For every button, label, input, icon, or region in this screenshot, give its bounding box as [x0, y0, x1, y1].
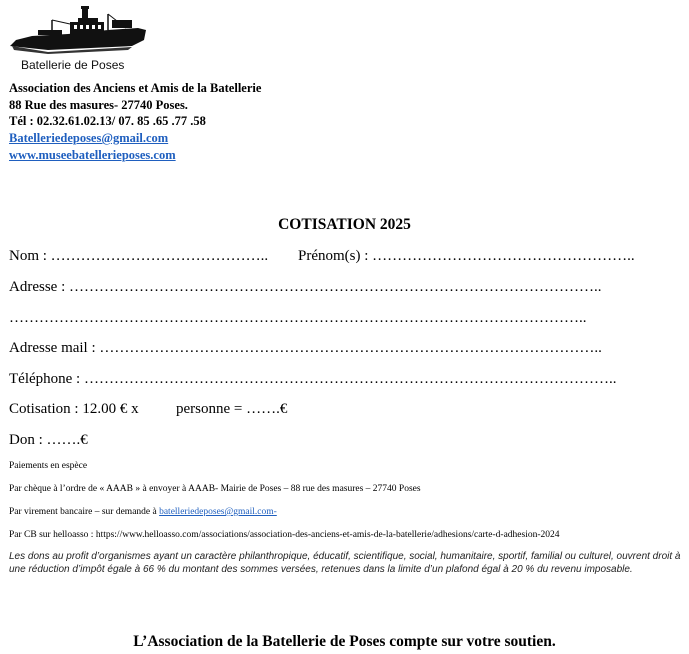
payment-virement-email-link[interactable]: batelleriedeposes@gmail.com-: [159, 507, 277, 517]
payment-cb: Par CB sur helloasso : https://www.helloasso.com/associations/association-des-anciens-et-amis-de-la-batellerie/adhesions/carte-d-adhesion-2024: [9, 530, 560, 540]
association-name: Association des Anciens et Amis de la Batellerie: [9, 81, 262, 95]
support-footer: L’Association de la Batellerie de Poses compte sur votre soutien.: [133, 633, 556, 650]
association-website-link[interactable]: www.museebatellerieposes.com: [9, 148, 176, 162]
payment-virement: [9, 507, 277, 517]
payment-cheque: Par chèque à l’ordre de « AAAB » à envoyer à AAAB- Mairie de Poses – 88 rue des masures – 27740 Poses: [9, 484, 421, 494]
cotisation-label: Cotisation : 12.00 € x: [9, 401, 139, 417]
adresse-continuation-field[interactable]: ……………………………………………………………………………………………………..: [9, 310, 587, 326]
personne-field[interactable]: personne = …….€: [176, 401, 288, 417]
nom-field[interactable]: Nom : ……………………………………..: [9, 248, 269, 264]
association-address: 88 Rue des masures- 27740 Poses.: [9, 98, 188, 112]
tax-deduction-note: Les dons au profit d’organismes ayant un caractère philanthropique, éducatif, scientifique, social, humanitaire, sportif, familial ou culturel, ouvrent droit à une réduction d’impôt égale à 66 % du montant des sommes versées, retenues dans la limite d’un plafond égal à 20 % du revenu imposable.: [9, 551, 681, 575]
don-field[interactable]: Don : …….€: [9, 432, 88, 448]
association-phone: Tél : 02.32.61.02.13/ 07. 85 .65 .77 .58: [9, 114, 206, 128]
adresse-mail-field[interactable]: Adresse mail : ………………………………………………………………………………………..: [9, 340, 602, 356]
adresse-field[interactable]: Adresse : ……………………………………………………………………………………………..: [9, 279, 602, 295]
logo-caption: Batellerie de Poses: [21, 58, 125, 72]
payment-cash: Paiements en espèce: [9, 461, 88, 471]
association-email-link[interactable]: Batelleriedeposes@gmail.com: [9, 131, 169, 145]
form-title: COTISATION 2025: [278, 216, 411, 233]
logo: [8, 6, 148, 70]
telephone-field[interactable]: Téléphone : ……………………………………………………………………………………………..: [9, 371, 617, 387]
payment-virement-text: Par virement bancaire – sur demande à: [9, 507, 157, 517]
prenom-field[interactable]: Prénom(s) : ……………………………………………..: [298, 248, 635, 264]
tugboat-logo-icon: [8, 6, 148, 58]
